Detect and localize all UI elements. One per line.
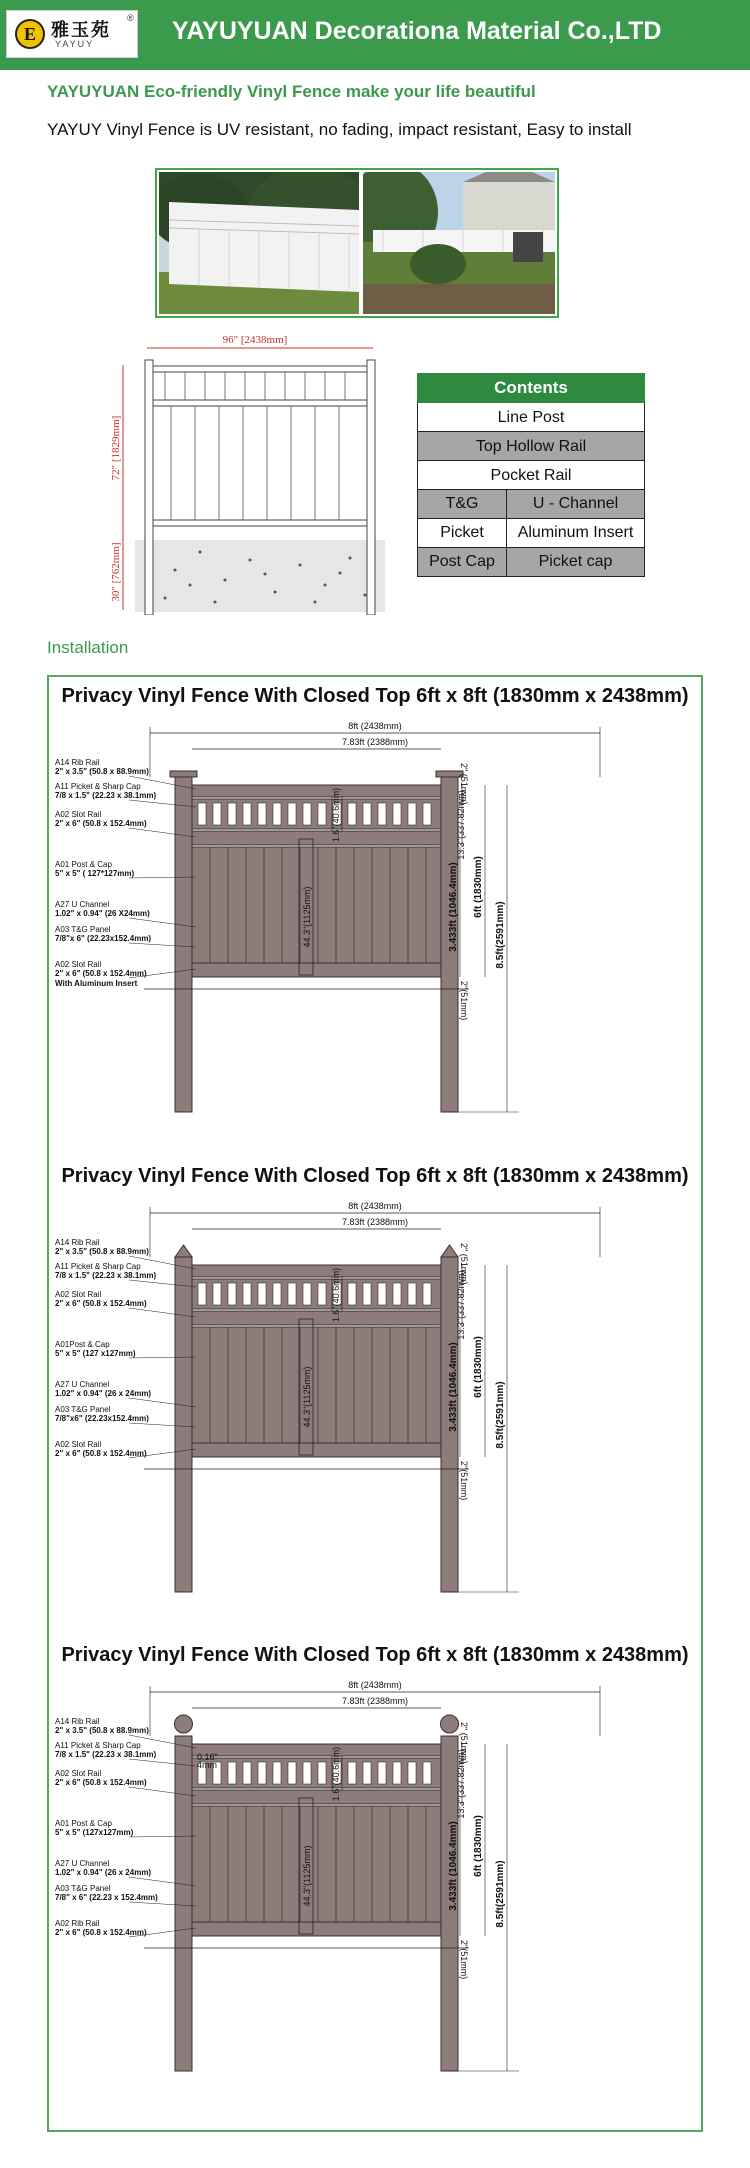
picket-gap xyxy=(198,803,206,825)
part-spec: 2" x 3.5" (50.8 x 88.9mm) xyxy=(55,767,149,776)
width-dimension-label: 8ft (2438mm) xyxy=(348,721,402,731)
contents-row xyxy=(417,548,645,577)
picket-gap xyxy=(363,803,371,825)
part-spec: 5" x 5" ( 127*127mm) xyxy=(55,869,135,878)
diagram-title: Privacy Vinyl Fence With Closed Top 6ft x 8ft (1830mm x 2438mm) xyxy=(61,1644,689,1666)
fence-drawing xyxy=(55,721,600,1112)
center-height-label: 44.3"(1125mm) xyxy=(302,1366,312,1428)
part-label: A02 Slot Rail xyxy=(55,1769,102,1778)
total-height-label: 8.5ft(2591mm) xyxy=(495,1860,506,1928)
picket-gap xyxy=(228,803,236,825)
fence-photos xyxy=(155,168,559,318)
picket-gap xyxy=(288,803,296,825)
fence-photo-left xyxy=(159,172,359,314)
contents-cell: T&G xyxy=(418,490,507,518)
feature-text: YAYUY Vinyl Fence is UV resistant, no fading, impact resistant, Easy to install xyxy=(47,120,632,139)
part-spec: 7/8"x6" (22.23x152.4mm) xyxy=(55,1414,149,1423)
panel-height-label: 3.433ft (1046.4mm) xyxy=(448,1821,459,1911)
elevation-height-label: 72" [1829mm] xyxy=(110,415,122,481)
part-label: A02 Slot Rail xyxy=(55,810,102,819)
part-spec: 5" x 5" (127 x127mm) xyxy=(55,1349,136,1358)
picket-gap xyxy=(288,1283,296,1305)
inner-width-label: 7.83ft (2388mm) xyxy=(341,1696,409,1706)
picket-gap xyxy=(348,1762,356,1784)
slot-rail xyxy=(192,831,441,845)
center-height-label: 44.3"(1125mm) xyxy=(302,1845,312,1907)
foot-gap-label: 2"(51mm) xyxy=(459,1461,469,1501)
part-label: A14 Rib Rail xyxy=(55,1238,100,1247)
part-spec: 1.02" x 0.94" (26 x 24mm) xyxy=(55,1868,152,1877)
company-logo xyxy=(6,10,138,58)
part-label: A03 T&G Panel xyxy=(55,1884,111,1893)
part-label: A01Post & Cap xyxy=(55,1340,110,1349)
picket-gap xyxy=(243,1762,251,1784)
top-rib-rail xyxy=(192,1265,441,1277)
center-height-label: 44.3"(1125mm) xyxy=(302,886,312,948)
total-height-label: 8.5ft(2591mm) xyxy=(495,901,506,969)
part-label: A14 Rib Rail xyxy=(55,758,100,767)
panel-height-label: 3.433ft (1046.4mm) xyxy=(448,1342,459,1432)
picket-gap xyxy=(393,803,401,825)
inner-width-label: 7.83ft (2388mm) xyxy=(341,1217,409,1227)
contents-row xyxy=(417,490,645,519)
part-spec: 2" x 3.5" (50.8 x 88.9mm) xyxy=(55,1247,149,1256)
foot-gap-label: 2"(51mm) xyxy=(459,981,469,1021)
picket-height-label: 1.6"(40.6mm) xyxy=(331,1746,341,1802)
left-post xyxy=(175,1257,192,1592)
picket-gap xyxy=(363,1762,371,1784)
part-spec: 1.02" x 0.94" (26 X24mm) xyxy=(55,909,150,918)
picket-gap xyxy=(258,1283,266,1305)
part-label: A01 Post & Cap xyxy=(55,860,112,869)
fence-diagram-3 xyxy=(49,1676,701,2116)
gap-label: 0.16" xyxy=(197,1752,218,1762)
contents-title: Contents xyxy=(417,373,645,403)
right-post-cap xyxy=(441,1245,458,1257)
part-spec: 7/8 x 1.5" (22.23 x 38.1mm) xyxy=(55,791,157,800)
part-spec: 2" x 6" (50.8 x 152.4mm) xyxy=(55,969,147,978)
part-label: A02 Slot Rail xyxy=(55,960,102,969)
part-spec: 7/8 x 1.5" (22.23 x 38.1mm) xyxy=(55,1271,157,1280)
six-ft-label: 6ft (1830mm) xyxy=(473,1815,484,1877)
installation-heading: Installation xyxy=(47,638,129,657)
picket-gap xyxy=(408,1283,416,1305)
picket-gap xyxy=(318,803,326,825)
diagram-title: Privacy Vinyl Fence With Closed Top 6ft x 8ft (1830mm x 2438mm) xyxy=(61,685,689,707)
logo-chinese-name: 雅玉苑 xyxy=(51,20,111,41)
tg-panel xyxy=(192,1806,441,1922)
part-label: A02 Slot Rail xyxy=(55,1290,102,1299)
elevation-depth-label: 30" [762mm] xyxy=(110,542,122,602)
part-spec: 5" x 5" (127x127mm) xyxy=(55,1828,134,1837)
left-post xyxy=(175,777,192,1112)
fence-drawing xyxy=(55,1680,600,2071)
contents-row xyxy=(417,432,645,461)
left-post xyxy=(175,1736,192,2071)
part-label: A03 T&G Panel xyxy=(55,925,111,934)
fence-photo-right xyxy=(363,172,555,314)
slot-rail xyxy=(192,1790,441,1804)
part-spec: 2" x 6" (50.8 x 152.4mm) xyxy=(55,1449,147,1458)
contents-cell: Aluminum Insert xyxy=(517,524,634,541)
picket-gap xyxy=(213,1283,221,1305)
elevation-width-label: 96" [2438mm] xyxy=(222,334,288,346)
total-height-label: 8.5ft(2591mm) xyxy=(495,1381,506,1449)
picket-gap xyxy=(423,1283,431,1305)
contents-row xyxy=(417,461,645,490)
right-post-cap xyxy=(441,1715,459,1733)
left-post-cap xyxy=(175,1715,193,1733)
gap-mm-label: 4mm xyxy=(197,1760,217,1770)
picket-gap xyxy=(258,1762,266,1784)
picket-gap xyxy=(288,1762,296,1784)
picket-gap xyxy=(228,1762,236,1784)
part-spec: 2" x 6" (50.8 x 152.4mm) xyxy=(55,1928,147,1937)
right-post-cap xyxy=(436,771,463,777)
picket-height-label: 1.6"(40.6mm) xyxy=(331,1267,341,1323)
picket-gap xyxy=(378,803,386,825)
part-spec: 1.02" x 0.94" (26 x 24mm) xyxy=(55,1389,152,1398)
contents-cell: Post Cap xyxy=(418,548,507,576)
contents-cell: Picket cap xyxy=(538,553,613,570)
six-ft-label: 6ft (1830mm) xyxy=(473,1336,484,1398)
part-label: A14 Rib Rail xyxy=(55,1717,100,1726)
picket-gap xyxy=(303,803,311,825)
contents-cell: Line Post xyxy=(497,409,565,426)
part-label: A02 Rib Rail xyxy=(55,1919,100,1928)
picket-gap xyxy=(273,1762,281,1784)
bottom-slot-rail xyxy=(192,963,441,977)
contents-cell: U - Channel xyxy=(532,495,619,512)
top-dim-label: 2" (51mm) xyxy=(459,1243,469,1285)
tg-panel xyxy=(192,847,441,963)
part-label: A27 U Channel xyxy=(55,900,110,909)
part-label: A01 Post & Cap xyxy=(55,1819,112,1828)
picket-gap xyxy=(303,1762,311,1784)
fence-drawing xyxy=(55,1201,600,1592)
left-post-cap xyxy=(175,1245,192,1257)
picket-gap xyxy=(273,1283,281,1305)
foot-gap-label: 2"(51mm) xyxy=(459,1940,469,1980)
logo-e-icon: E xyxy=(15,19,45,49)
contents-cell: Top Hollow Rail xyxy=(475,438,587,455)
contents-cell: Picket xyxy=(418,519,507,547)
picket-gap xyxy=(318,1762,326,1784)
diagram-title: Privacy Vinyl Fence With Closed Top 6ft x 8ft (1830mm x 2438mm) xyxy=(61,1165,689,1187)
picket-gap xyxy=(348,803,356,825)
registered-mark: ® xyxy=(127,13,134,23)
part-spec: 2" x 6" (50.8 x 152.4mm) xyxy=(55,1778,147,1787)
part-label: A11 Picket & Sharp Cap xyxy=(55,1741,141,1750)
picket-gap xyxy=(198,1283,206,1305)
slot-rail xyxy=(192,1311,441,1325)
fence-diagram-2 xyxy=(49,1197,701,1622)
tg-panel xyxy=(192,1327,441,1443)
installation-diagrams xyxy=(47,675,703,2132)
contents-row xyxy=(417,403,645,432)
part-label: A02 Slot Rail xyxy=(55,1440,102,1449)
picket-gap xyxy=(423,803,431,825)
picket-gap xyxy=(318,1283,326,1305)
picket-gap xyxy=(213,803,221,825)
top-rib-rail xyxy=(192,785,441,797)
part-label: A27 U Channel xyxy=(55,1859,110,1868)
part-spec: 2" x 6" (50.8 x 152.4mm) xyxy=(55,1299,147,1308)
part-spec: 7/8" x 6" (22.23 x 152.4mm) xyxy=(55,1893,158,1902)
contents-table xyxy=(417,373,645,583)
top-dim-label: 2" (51mm) xyxy=(459,763,469,805)
six-ft-label: 6ft (1830mm) xyxy=(473,856,484,918)
picket-gap xyxy=(243,803,251,825)
rail-dim-label: 13.3"(337.82mm) xyxy=(456,1749,466,1819)
bottom-slot-rail xyxy=(192,1443,441,1457)
logo-english-name: YAYUY xyxy=(55,39,95,49)
part-label: A27 U Channel xyxy=(55,1380,110,1389)
picket-gap xyxy=(258,803,266,825)
picket-gap xyxy=(243,1283,251,1305)
picket-gap xyxy=(408,803,416,825)
picket-gap xyxy=(348,1283,356,1305)
panel-height-label: 3.433ft (1046.4mm) xyxy=(448,862,459,952)
picket-gap xyxy=(378,1762,386,1784)
picket-gap xyxy=(303,1283,311,1305)
part-spec: 7/8 x 1.5" (22.23 x 38.1mm) xyxy=(55,1750,157,1759)
picket-gap xyxy=(393,1283,401,1305)
aluminum-insert-note: With Aluminum Insert xyxy=(55,979,138,988)
picket-gap xyxy=(423,1762,431,1784)
width-dimension-label: 8ft (2438mm) xyxy=(348,1680,402,1690)
picket-gap xyxy=(363,1283,371,1305)
part-spec: 7/8"x 6" (22.23x152.4mm) xyxy=(55,934,152,943)
contents-cell: Pocket Rail xyxy=(490,467,572,484)
rail-dim-label: 13.3"(337.82mm) xyxy=(456,790,466,860)
width-dimension-label: 8ft (2438mm) xyxy=(348,1201,402,1211)
picket-gap xyxy=(378,1283,386,1305)
fence-elevation-drawing xyxy=(105,330,395,615)
bottom-slot-rail xyxy=(192,1922,441,1936)
part-spec: 2" x 6" (50.8 x 152.4mm) xyxy=(55,819,147,828)
picket-height-label: 1.6"(40.6mm) xyxy=(331,787,341,843)
header-banner xyxy=(0,0,750,70)
part-label: A11 Picket & Sharp Cap xyxy=(55,1262,141,1271)
inner-width-label: 7.83ft (2388mm) xyxy=(341,737,409,747)
picket-gap xyxy=(228,1283,236,1305)
part-spec: 2" x 3.5" (50.8 x 88.9mm) xyxy=(55,1726,149,1735)
fence-diagram-1 xyxy=(49,717,701,1142)
top-rib-rail xyxy=(192,1744,441,1756)
rail-dim-label: 13.3"(337.82mm) xyxy=(456,1270,466,1340)
part-label: A11 Picket & Sharp Cap xyxy=(55,782,141,791)
slogan: YAYUYUAN Eco-friendly Vinyl Fence make your life beautiful xyxy=(47,82,536,101)
picket-gap xyxy=(408,1762,416,1784)
company-name: YAYUYUAN Decorationa Material Co.,LTD xyxy=(172,17,662,45)
contents-row xyxy=(417,519,645,548)
picket-gap xyxy=(273,803,281,825)
picket-gap xyxy=(393,1762,401,1784)
left-post-cap xyxy=(170,771,197,777)
top-dim-label: 2" (51mm) xyxy=(459,1722,469,1764)
part-label: A03 T&G Panel xyxy=(55,1405,111,1414)
